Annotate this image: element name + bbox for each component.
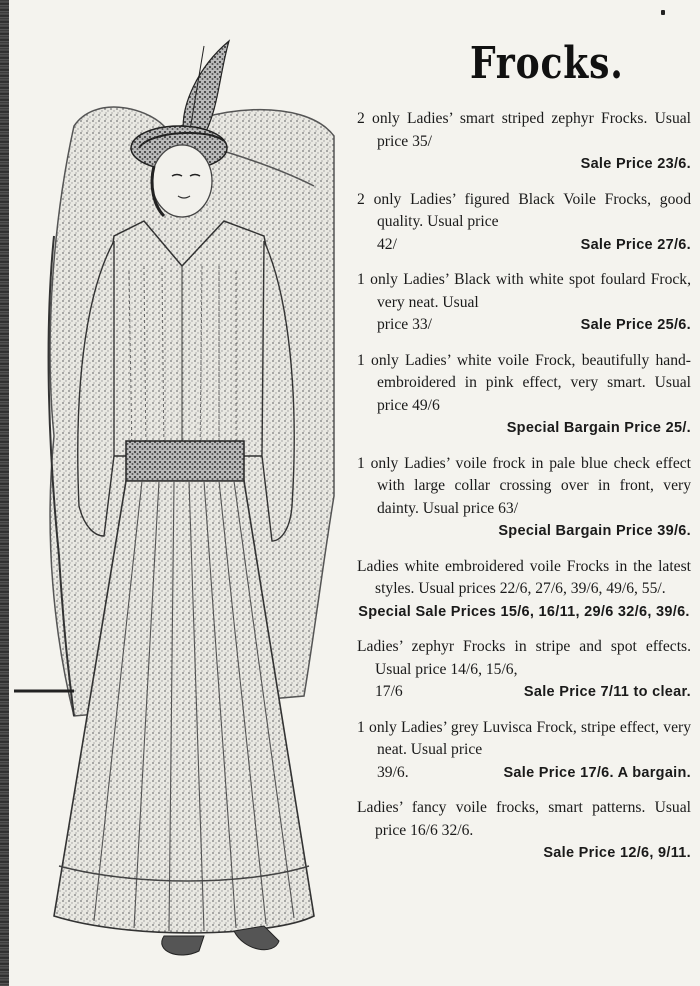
listing-description: Ladies white embroidered voile Frocks in the latest styles. Usual prices 22/6, 27/6, 39/6, 49/6, 55/. <box>357 557 691 597</box>
sale-price: Sale Price 12/6, 9/11. <box>543 845 691 861</box>
listing-description: Ladies’ zephyr Frocks in stripe and spot effects. Usual price 14/6, 15/6, <box>357 638 691 678</box>
listing-description: Ladies’ fancy voile frocks, smart patterns. Usual price 16/6 32/6. <box>357 799 691 839</box>
section-heading: Frocks. <box>470 38 624 89</box>
listing-description: 1 only Ladies’ grey Luvisca Frock, stripe effect, very neat. Usual price <box>357 718 691 758</box>
sale-price: Special Bargain Price 25/. <box>506 420 691 436</box>
sale-price: Sale Price 23/6. <box>580 156 691 172</box>
sale-price: Sale Price 27/6. <box>580 236 691 253</box>
listing-item <box>357 189 691 257</box>
page-edge-border <box>0 0 9 986</box>
listing-description: 1 only Ladies’ white voile Frock, beautifully hand-embroidered in pink effect, very smart. Usual price 49/6 <box>357 351 691 414</box>
listing-usual-price: 42/ <box>377 235 397 253</box>
print-speck <box>661 10 665 15</box>
listing-description: 2 only Ladies’ figured Black Voile Frocks, good quality. Usual price <box>357 190 691 230</box>
listing-item <box>357 797 691 865</box>
listing-item <box>357 636 691 704</box>
frock-listings <box>357 108 691 878</box>
listing-item <box>357 453 691 543</box>
frock-illustration <box>14 36 346 966</box>
listing-description: 1 only Ladies’ voile frock in pale blue check effect with large collar crossing over in front, very dainty. Usual price 63/ <box>357 454 691 517</box>
listing-usual-price: 39/6. <box>377 763 409 781</box>
listing-item <box>357 108 691 176</box>
sale-price: Sale Price 25/6. <box>580 317 691 333</box>
listing-description: 1 only Ladies’ Black with white spot foulard Frock, very neat. Usual <box>357 271 691 311</box>
listing-item <box>357 717 691 785</box>
sale-price: Sale Price 17/6. A bargain. <box>503 764 691 781</box>
sale-price: Special Bargain Price 39/6. <box>498 523 691 539</box>
sale-price: Special Sale Prices 15/6, 16/11, 29/6 32/6, 39/6. <box>358 603 690 620</box>
listing-usual-price: price 33/ <box>377 316 432 333</box>
listing-item <box>357 269 691 337</box>
listing-usual-price: 17/6 <box>375 683 403 700</box>
listing-item <box>357 350 691 440</box>
listing-item <box>357 556 691 624</box>
sale-price: Sale Price 7/11 to clear. <box>523 684 691 700</box>
listing-description: 2 only Ladies’ smart striped zephyr Frocks. Usual price 35/ <box>357 110 691 150</box>
